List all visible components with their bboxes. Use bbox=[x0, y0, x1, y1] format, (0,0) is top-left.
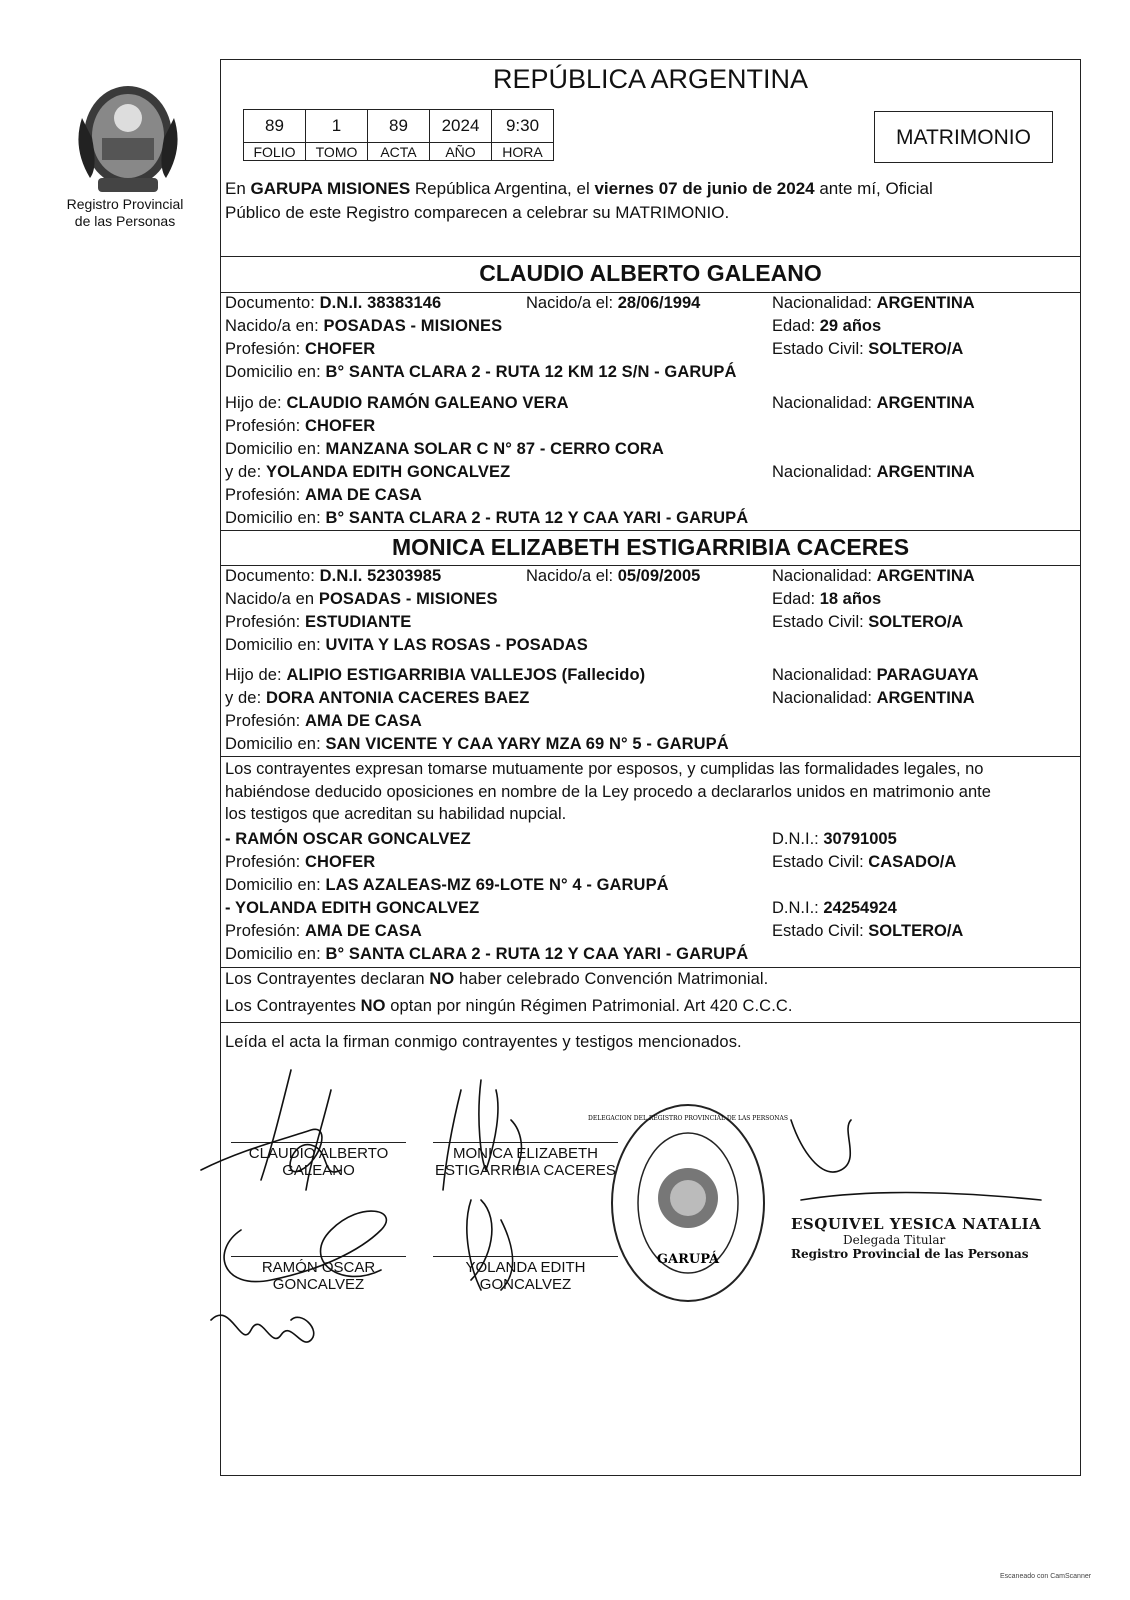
delegation-seal bbox=[588, 1098, 788, 1308]
official-role: Delegada Titular bbox=[843, 1233, 946, 1247]
groom-civil-status: Estado Civil: SOLTERO/A bbox=[772, 340, 964, 358]
groom-address: Domicilio en: B° SANTA CLARA 2 - RUTA 12 KM 12 S/N - GARUPÁ bbox=[225, 363, 737, 381]
bride-document: Documento: D.N.I. 52303985 bbox=[225, 567, 442, 585]
acta-label: ACTA bbox=[368, 143, 430, 161]
intro-paragraph bbox=[225, 177, 1076, 225]
witness1-civil-status: Estado Civil: CASADO/A bbox=[772, 853, 957, 871]
groom-mother-profession: Profesión: AMA DE CASA bbox=[225, 486, 422, 504]
witness1-signature-caption: RAMÓN OSCAR GONCALVEZ bbox=[261, 1259, 376, 1293]
witness2-address: Domicilio en: B° SANTA CLARA 2 - RUTA 12 Y CAA YARI - GARUPÁ bbox=[225, 945, 749, 963]
bride-profession: Profesión: ESTUDIANTE bbox=[225, 613, 412, 631]
intro-mid: República Argentina, el bbox=[410, 179, 595, 198]
bride-mother: y de: DORA ANTONIA CACERES BAEZ bbox=[225, 689, 530, 707]
divider bbox=[221, 256, 1080, 257]
groom-name: CLAUDIO ALBERTO GALEANO bbox=[479, 260, 822, 286]
act-type-box: MATRIMONIO bbox=[874, 111, 1053, 163]
hora-label: HORA bbox=[492, 143, 554, 161]
bride-address: Domicilio en: UVITA Y LAS ROSAS - POSADAS bbox=[225, 636, 588, 654]
tomo-value: 1 bbox=[306, 110, 368, 143]
intro-line2: Público de este Registro comparecen a celebrar su MATRIMONIO. bbox=[225, 203, 730, 222]
groom-mother-nationality: Nacionalidad: ARGENTINA bbox=[772, 463, 975, 481]
official-stamp bbox=[791, 1215, 1041, 1261]
groom-age: Edad: 29 años bbox=[772, 317, 882, 335]
divider bbox=[221, 565, 1080, 566]
logo-caption-line2: de las Personas bbox=[74, 213, 176, 229]
closing-text: Leída el acta la firman conmigo contrayentes y testigos mencionados. bbox=[225, 1033, 742, 1051]
groom-birthdate: Nacido/a el: 28/06/1994 bbox=[526, 294, 701, 312]
country-title: REPÚBLICA ARGENTINA bbox=[492, 64, 809, 94]
groom-mother-address: Domicilio en: B° SANTA CLARA 2 - RUTA 12 Y CAA YARI - GARUPÁ bbox=[225, 509, 749, 527]
declaration-line2: habiéndose deducido oposiciones en nombre de la Ley procedo a declararlos unidos en matrimonio ante bbox=[225, 782, 991, 801]
witness1-name: - RAMÓN OSCAR GONCALVEZ bbox=[225, 830, 471, 848]
anio-label: AÑO bbox=[430, 143, 492, 161]
folio-label: FOLIO bbox=[244, 143, 306, 161]
groom-signature-caption: CLAUDIO ALBERTO GALEANO bbox=[248, 1145, 389, 1179]
official-name: ESQUIVEL YESICA NATALIA bbox=[791, 1215, 1042, 1233]
bride-name: MONICA ELIZABETH ESTIGARRIBIA CACERES bbox=[391, 534, 910, 560]
groom-document: Documento: D.N.I. 38383146 bbox=[225, 294, 442, 312]
bride-birthplace: Nacido/a en POSADAS - MISIONES bbox=[225, 590, 498, 608]
bride-birthdate: Nacido/a el: 05/09/2005 bbox=[526, 567, 701, 585]
groom-father: Hijo de: CLAUDIO RAMÓN GALEANO VERA bbox=[225, 394, 569, 412]
declaration-line3: los testigos que acreditan su habilidad nupcial. bbox=[225, 805, 567, 823]
witness1-address: Domicilio en: LAS AZALEAS-MZ 69-LOTE N° 4 - GARUPÁ bbox=[225, 876, 669, 894]
scanner-footer: Escaneado con CamScanner bbox=[1000, 1573, 1092, 1580]
divider bbox=[221, 1022, 1080, 1023]
logo-caption-line1: Registro Provincial bbox=[66, 196, 184, 212]
acta-value: 89 bbox=[368, 110, 430, 143]
witness1-dni: D.N.I.: 30791005 bbox=[772, 830, 897, 848]
bride-father: Hijo de: ALIPIO ESTIGARRIBIA VALLEJOS (Fallecido) bbox=[225, 666, 646, 684]
groom-profession: Profesión: CHOFER bbox=[225, 340, 376, 358]
seal-ring-text: DELEGACION DEL REGISTRO PROVINCIAL DE LAS PERSONAS bbox=[588, 1115, 788, 1122]
bride-civil-status: Estado Civil: SOLTERO/A bbox=[772, 613, 964, 631]
divider bbox=[221, 292, 1080, 293]
bride-signature-caption: MONICA ELIZABETH ESTIGARRIBIA CACERES bbox=[435, 1145, 616, 1179]
bride-nationality: Nacionalidad: ARGENTINA bbox=[772, 567, 975, 585]
intro-date: viernes 07 de junio de 2024 bbox=[594, 179, 815, 198]
bride-mother-address: Domicilio en: SAN VICENTE Y CAA YARY MZA 69 N° 5 - GARUPÁ bbox=[225, 735, 729, 753]
groom-nationality: Nacionalidad: ARGENTINA bbox=[772, 294, 975, 312]
intro-post: ante mí, Oficial bbox=[814, 179, 933, 198]
hora-value: 9:30 bbox=[492, 110, 554, 143]
groom-mother: y de: YOLANDA EDITH GONCALVEZ bbox=[225, 463, 511, 481]
witness1-profession: Profesión: CHOFER bbox=[225, 853, 376, 871]
provincial-seal-logo bbox=[68, 78, 188, 200]
bride-father-nationality: Nacionalidad: PARAGUAYA bbox=[772, 666, 979, 684]
bride-mother-nationality: Nacionalidad: ARGENTINA bbox=[772, 689, 975, 707]
witness2-profession: Profesión: AMA DE CASA bbox=[225, 922, 422, 940]
tomo-label: TOMO bbox=[306, 143, 368, 161]
groom-father-address: Domicilio en: MANZANA SOLAR C N° 87 - CERRO CORA bbox=[225, 440, 664, 458]
divider bbox=[221, 967, 1080, 968]
logo-caption bbox=[50, 196, 200, 230]
witness2-civil-status: Estado Civil: SOLTERO/A bbox=[772, 922, 964, 940]
convention-line2: Los Contrayentes NO optan por ningún Régimen Patrimonial. Art 420 C.C.C. bbox=[225, 997, 793, 1015]
convention-line1: Los Contrayentes declaran NO haber celebrado Convención Matrimonial. bbox=[225, 970, 769, 988]
anio-value: 2024 bbox=[430, 110, 492, 143]
witness2-name: - YOLANDA EDITH GONCALVEZ bbox=[225, 899, 480, 917]
intro-place: GARUPA MISIONES bbox=[250, 179, 411, 198]
divider bbox=[221, 756, 1080, 757]
groom-father-nationality: Nacionalidad: ARGENTINA bbox=[772, 394, 975, 412]
groom-father-profession: Profesión: CHOFER bbox=[225, 417, 376, 435]
declaration-line1: Los contrayentes expresan tomarse mutuamente por esposos, y cumplidas las formalidades legales, no bbox=[225, 760, 984, 778]
groom-birthplace: Nacido/a en: POSADAS - MISIONES bbox=[225, 317, 503, 335]
witness2-dni: D.N.I.: 24254924 bbox=[772, 899, 897, 917]
bride-mother-profession: Profesión: AMA DE CASA bbox=[225, 712, 422, 730]
intro-pre: En bbox=[225, 179, 251, 198]
declaration-paragraph bbox=[225, 758, 1076, 826]
divider bbox=[221, 530, 1080, 531]
witness2-signature-caption: YOLANDA EDITH GONCALVEZ bbox=[465, 1259, 586, 1293]
folio-value: 89 bbox=[244, 110, 306, 143]
bride-age: Edad: 18 años bbox=[772, 590, 882, 608]
seal-place: GARUPÁ bbox=[656, 1252, 720, 1267]
certificate-frame bbox=[220, 59, 1081, 1476]
official-office: Registro Provincial de las Personas bbox=[791, 1247, 1029, 1261]
registry-table bbox=[243, 109, 554, 161]
